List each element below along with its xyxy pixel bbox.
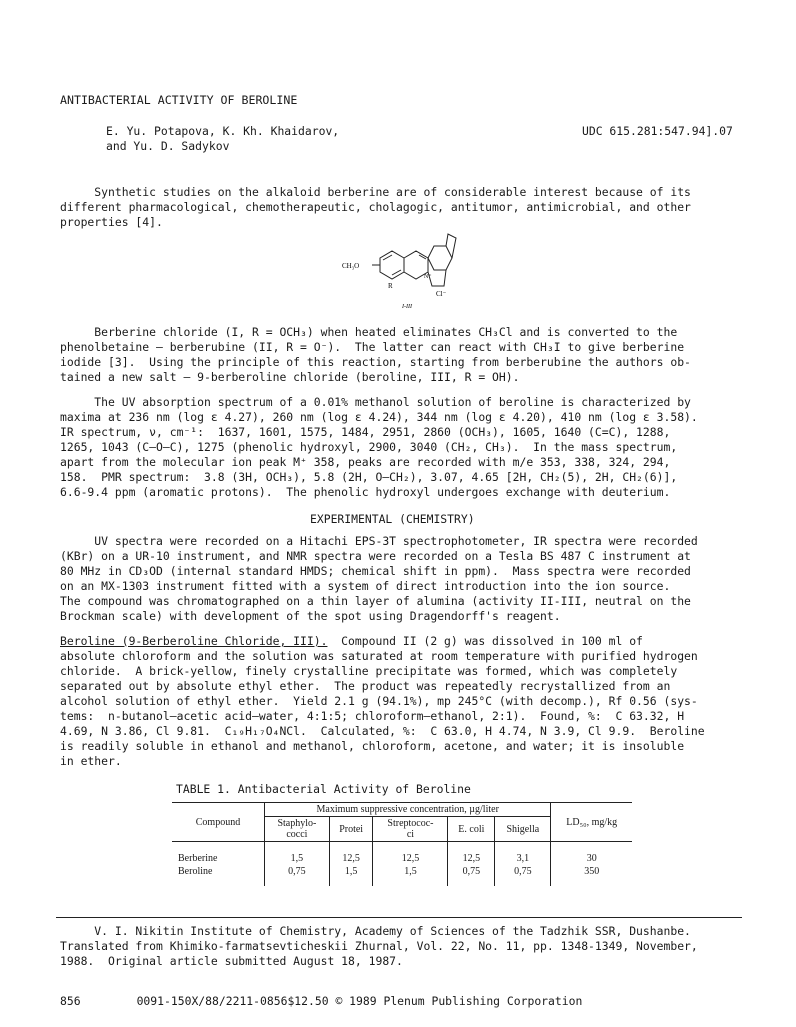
copyright-line: 0091-150X/88/2211-0856$12.50 © 1989 Plenum Publishing Corporation [136, 994, 583, 1008]
page-number: 856 [60, 994, 81, 1008]
compound-numbering: I-III [402, 304, 412, 310]
header-ld50: LD₅₀, mg/kg [551, 803, 632, 842]
chemical-structure-figure [340, 228, 460, 310]
article-title: ANTIBACTERIAL ACTIVITY OF BEROLINE [60, 93, 298, 107]
header-compound: Compound [172, 803, 265, 842]
header-streptococci: Streptococ- ci [373, 817, 448, 842]
row-compound: Beroline [178, 865, 213, 877]
page-footer [60, 994, 582, 1009]
header-staphylococci: Staphylo- cocci [265, 817, 330, 842]
header-max-concentration: Maximum suppressive concentration, µg/liter [265, 803, 551, 817]
beroline-synthesis-paragraph [60, 634, 705, 769]
instruments-paragraph: UV spectra were recorded on a Hitachi EPS-3T spectrophotometer, IR spectra were recorded (KBr) on a UR-10 instrument, and NMR spectra were recorded on a Tesla BS 487 C instrument at 80 MHz in CD₃OD (internal standard HMDS; chemical shift in ppm). Mass spectra were recorded on an MX-1303 instrument fitted with a system of direct introduction into the ion source. The compound was chromatographed on a thin layer of alumina (activity II-III, neutral on the Brockman scale) with development of the spot using Dragendorff's reagent. [60, 534, 698, 623]
n-plus-label: N⁺ [424, 274, 432, 280]
structure-bonds [372, 234, 456, 286]
footnote-divider [56, 917, 742, 918]
spectra-paragraph: The UV absorption spectrum of a 0.01% methanol solution of beroline is characterized by maxima at 236 nm (log ε 4.27), 260 nm (log ε 4.24), 344 nm (log ε 4.20), 410 nm (log ε 3.58). IR spectrum, ν, cm⁻¹: 1637, 1601, 1575, 1484, 2951, 2860 (OCH₃), 1605, 1640 (C=C), 1288, 1265, 1043 (C–O–C), 1275 (phenolic hydroxyl, 2900, 3040 (CH₂, CH₃). In the mass spectrum, apart from the molecular ion peak M⁺ 358, peaks are recorded with m/e 353, 338, 324, 294, 158. PMR spectrum: 3.8 (3H, OCH₃), 5.8 (2H, O–CH₂), 3.07, 4.65 [2H, CH₂(5), 2H, CH₂(6)], 6.6-9.4 ppm (aromatic protons). The phenolic hydroxyl undergoes exchange with deuterium. [60, 395, 698, 499]
row-value: 1,5 [373, 865, 448, 878]
header-protei: Protei [329, 817, 373, 842]
row-value: 12,5 [329, 852, 373, 865]
header-shigella: Shigella [495, 817, 551, 842]
udc-code: UDC 615.281:547.94].07 [582, 124, 733, 138]
row-value: 3,1 [495, 852, 551, 865]
experimental-heading: EXPERIMENTAL (CHEMISTRY) [310, 512, 475, 526]
row-ld50: 30 [551, 852, 632, 865]
row-value: 1,5 [265, 852, 330, 865]
footnote: V. I. Nikitin Institute of Chemistry, Academy of Sciences of the Tadzhik SSR, Dushanbe. Translated from Khimiko-farmatsevticheskii Zhurnal, Vol. 22, No. 11, pp. 1348-1349, November, 1988. Original article submitted August 18, 1987. [60, 924, 698, 968]
row-value: 12,5 [448, 852, 495, 865]
row-ld50: 350 [551, 865, 632, 878]
authors [106, 124, 339, 154]
chloride-label: Cl⁻ [436, 290, 447, 298]
row-value: 0,75 [448, 865, 495, 878]
row-value: 0,75 [495, 865, 551, 878]
r-label: R [388, 282, 393, 290]
synthesis-heading: Beroline (9-Berberoline Chloride, III). [60, 634, 328, 648]
row-value: 12,5 [373, 852, 448, 865]
row-value: 1,5 [329, 865, 373, 878]
table-row-berberine [172, 852, 632, 865]
synthesis-body: Compound II (2 g) was dissolved in 100 ml of absolute chloroform and the solution was saturated at room temperature with purified hydrogen chloride. A brick-yellow, finely crystalline precipitate was formed, which was completely separated out by absolute ethyl ether. The product was repeatedly recrystallized from an alcohol solution of ethyl ether. Yield 2.1 g (94.1%), mp 245°C (with decomp.), Rf 0.56 (sys- tems: n-butanol–acetic acid–water, 4:1:5; chloroform–ethanol, 2:1). Found, %: C 63.32, H 4.69, N 3.86, Cl 9.81. C₁₉H₁₇O₄NCl. Calculated, %: C 63.0, H 4.74, N 3.9, Cl 9.9. Beroline is readily soluble in ethanol and methanol, chloroform, acetone, and water; it is insoluble in ether. [60, 634, 705, 768]
intro-paragraph: Synthetic studies on the alkaloid berberine are of considerable interest because of its different pharmacological, chemotherapeutic, cholagogic, antitumor, antimicrobial, and other properties [4]. [60, 185, 691, 229]
berberine-chloride-paragraph: Berberine chloride (I, R = OCH₃) when heated eliminates CH₃Cl and is converted to the phenolbetaine – berberubine (II, R = O⁻). The latter can react with CH₃I to give berberine iodide [3]. Using the principle of this reaction, starting from berberubine the authors ob- tained a new salt – 9-berberoline chloride (beroline, III, R = OH). [60, 325, 691, 384]
authors-line-1: E. Yu. Potapova, K. Kh. Khaidarov, [106, 124, 340, 138]
row-value: 0,75 [265, 865, 330, 878]
ch3o-label: CH₃O [342, 262, 360, 270]
table-row-beroline [172, 865, 632, 878]
row-compound: Berberine [178, 852, 218, 864]
authors-line-2: and Yu. D. Sadykov [106, 139, 230, 153]
antibacterial-table [172, 802, 632, 886]
table-caption: TABLE 1. Antibacterial Activity of Beroline [176, 782, 471, 796]
header-e-coli: E. coli [448, 817, 495, 842]
